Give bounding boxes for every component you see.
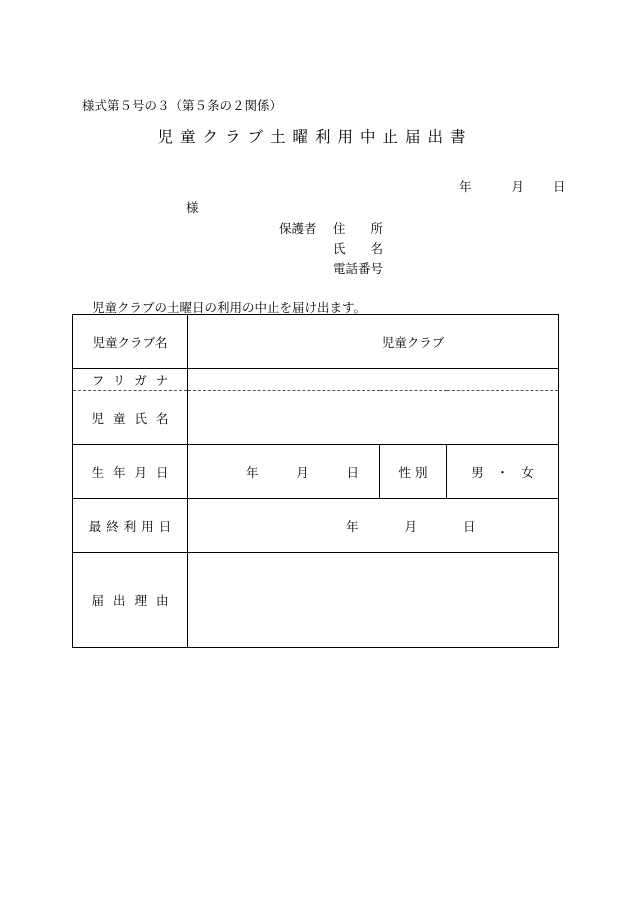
child-name-field[interactable]: [188, 391, 559, 445]
last-use-row: [73, 499, 559, 553]
date-year-label: 年: [459, 179, 472, 194]
last-year-label: 年: [346, 518, 359, 534]
birth-day-label: 日: [346, 464, 359, 480]
guardian-name-label: 氏 名: [333, 241, 384, 256]
club-name-label: 児童クラブ名: [73, 315, 188, 369]
furigana-label: フリガナ: [73, 369, 188, 391]
birth-month-label: 月: [296, 464, 309, 480]
child-name-row: [73, 391, 559, 445]
club-name-field[interactable]: [188, 315, 559, 369]
date-month-label: 月: [511, 179, 525, 194]
child-name-label: 児童氏名: [73, 391, 188, 445]
last-use-field[interactable]: [188, 499, 559, 553]
page-title: 児童クラブ土曜利用中止届出書: [157, 128, 473, 146]
guardian-phone-label: 電話番号: [333, 261, 384, 276]
form-number: 様式第５号の３（第５条の２関係）: [82, 98, 283, 113]
last-use-label: 最終利用日: [73, 499, 188, 553]
submission-date: [459, 177, 566, 195]
birthdate-label: 生年月日: [73, 445, 188, 499]
birthdate-row: [73, 445, 559, 499]
notification-table: [72, 314, 559, 648]
intro-text: 児童クラブの土曜日の利用の中止を届け出ます。: [92, 300, 367, 315]
birthdate-field[interactable]: [188, 445, 380, 499]
guardian-address-label: 住 所: [333, 221, 384, 236]
furigana-field[interactable]: [188, 369, 559, 391]
gender-options[interactable]: 男 ・ 女: [447, 445, 559, 499]
reason-row: [73, 553, 559, 648]
birth-year-label: 年: [246, 464, 259, 480]
furigana-row: [73, 369, 559, 391]
last-month-label: 月: [404, 518, 418, 534]
gender-label: 性 別: [380, 445, 447, 499]
addressee-suffix: 様: [186, 200, 199, 215]
club-name-row: [73, 315, 559, 369]
club-suffix: 児童クラブ: [381, 334, 445, 350]
last-day-label: 日: [463, 518, 476, 534]
date-day-label: 日: [553, 179, 566, 194]
reason-field[interactable]: [188, 553, 559, 648]
reason-label: 届出理由: [73, 553, 188, 648]
guardian-label: 保護者: [279, 221, 317, 236]
